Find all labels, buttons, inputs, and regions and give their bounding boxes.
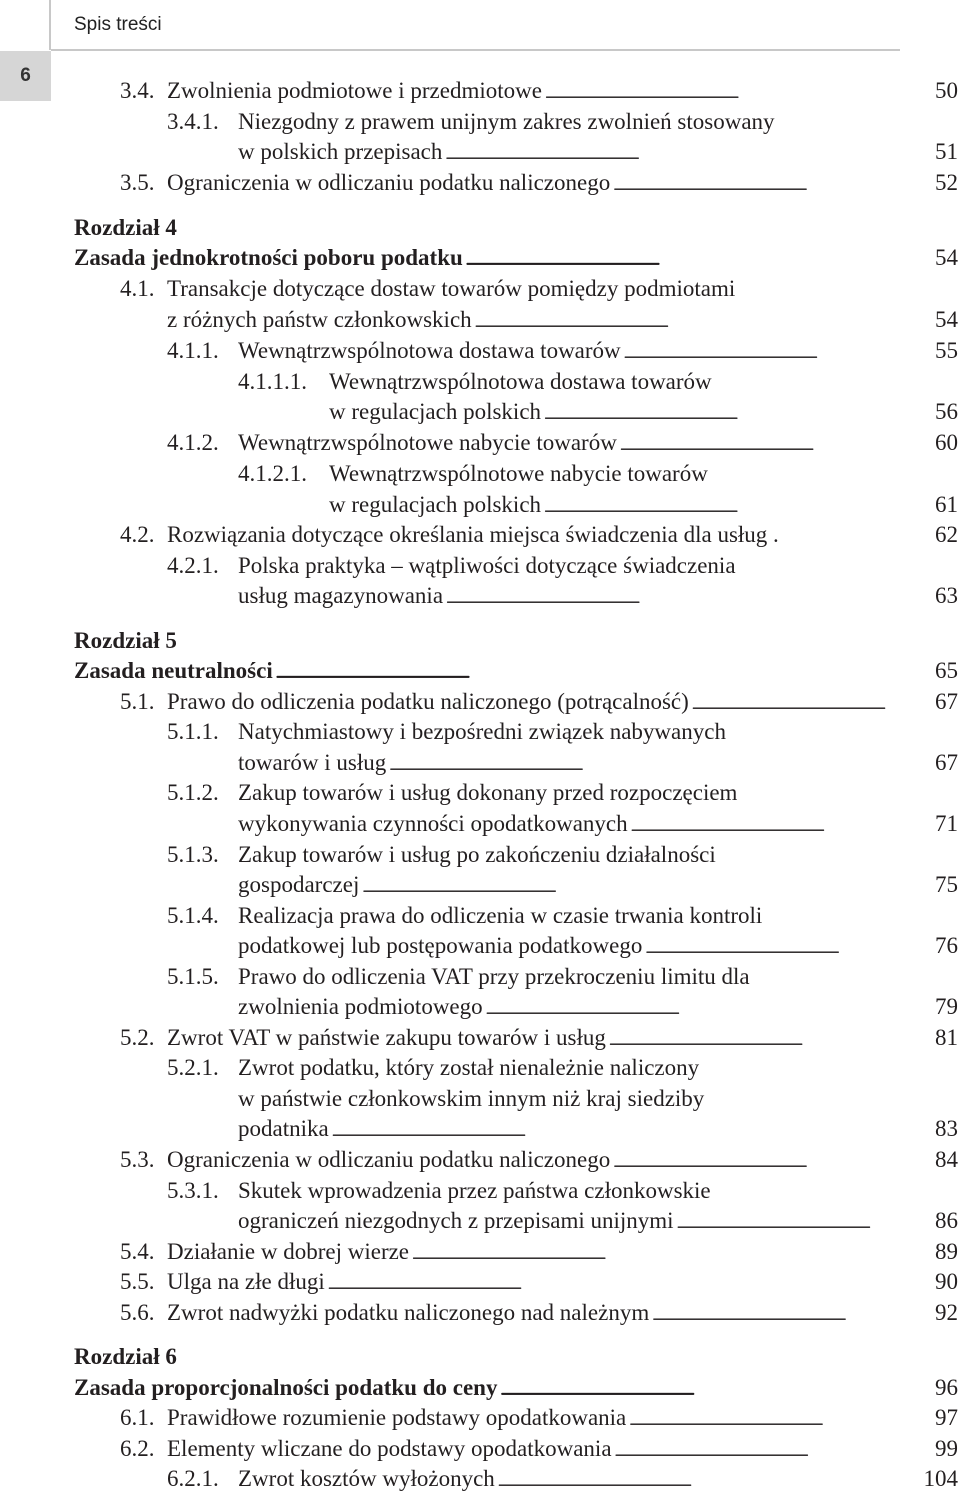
page-reference: 96 bbox=[935, 1375, 958, 1400]
entry-title: Wewnątrzwspólnotowe nabycie towarów bbox=[238, 430, 617, 455]
chapter-heading bbox=[74, 1373, 910, 1403]
entry-title: Skutek wprowadzenia przez państwa członkowskie bbox=[238, 1178, 711, 1203]
section-number: 5.1.4. bbox=[167, 903, 219, 928]
page-reference: 54 bbox=[935, 307, 958, 332]
section-number: 5.1.1. bbox=[167, 719, 219, 744]
page-reference: 75 bbox=[935, 872, 958, 897]
entry-title: Wewnątrzwspólnotowa dostawa towarów bbox=[238, 338, 621, 363]
toc-entry bbox=[167, 717, 910, 747]
toc-entry bbox=[238, 870, 910, 900]
dot-leader bbox=[609, 1023, 910, 1057]
toc-entry bbox=[120, 1298, 910, 1328]
chapter-heading bbox=[74, 656, 910, 686]
dot-leader bbox=[412, 1237, 910, 1271]
section-number: 4.1.1. bbox=[167, 338, 219, 363]
toc-entry bbox=[329, 490, 910, 520]
toc-entry bbox=[167, 901, 910, 931]
entry-title: Elementy wliczane do podstawy opodatkowania bbox=[167, 1436, 612, 1461]
chapter-title: Zasada proporcjonalności podatku do ceny bbox=[74, 1375, 498, 1400]
page-reference: 104 bbox=[923, 1466, 958, 1491]
page-reference: 61 bbox=[935, 492, 958, 517]
page-reference: 79 bbox=[935, 994, 958, 1019]
section-number: 5.3. bbox=[120, 1147, 155, 1172]
entry-title: Natychmiastowy i bezpośredni związek nabywanych bbox=[238, 719, 726, 744]
dot-leader bbox=[620, 428, 910, 462]
dot-leader bbox=[466, 243, 910, 277]
entry-title: Niezgodny z prawem unijnym zakres zwolnień stosowany bbox=[238, 109, 775, 134]
toc-entry bbox=[120, 1023, 910, 1053]
entry-title: Ograniczenia w odliczaniu podatku naliczonego bbox=[167, 1147, 611, 1172]
dot-leader bbox=[544, 397, 910, 431]
page-reference: 90 bbox=[935, 1269, 958, 1294]
section-number: 5.4. bbox=[120, 1239, 155, 1264]
dot-leader bbox=[652, 1298, 910, 1332]
entry-title: podatkowej lub postępowania podatkowego bbox=[238, 933, 643, 958]
page-reference: 89 bbox=[935, 1239, 958, 1264]
section-number: 5.1.2. bbox=[167, 780, 219, 805]
entry-title: Prawidłowe rozumienie podstawy opodatkowania bbox=[167, 1405, 627, 1430]
entry-title: Zakup towarów i usług po zakończeniu działalności bbox=[238, 842, 716, 867]
entry-title: towarów i usług bbox=[238, 750, 387, 775]
page-reference: 60 bbox=[935, 430, 958, 455]
section-number: 3.4. bbox=[120, 78, 155, 103]
toc-entry bbox=[120, 687, 910, 717]
dot-leader bbox=[613, 1145, 910, 1179]
entry-title: w regulacjach polskich bbox=[329, 492, 542, 517]
page-reference: 86 bbox=[935, 1208, 958, 1233]
toc-entry bbox=[238, 992, 910, 1022]
entry-title: Zwrot podatku, który został nienależnie naliczony bbox=[238, 1055, 700, 1080]
section-number: 5.6. bbox=[120, 1300, 155, 1325]
chapter-heading bbox=[74, 213, 910, 243]
page-reference: 76 bbox=[935, 933, 958, 958]
toc-entry bbox=[238, 459, 910, 489]
toc-entry bbox=[167, 962, 910, 992]
page-reference: 62 bbox=[935, 522, 958, 547]
entry-title: Zwrot kosztów wyłożonych bbox=[238, 1466, 495, 1491]
page-reference: 83 bbox=[935, 1116, 958, 1141]
dot-leader bbox=[645, 931, 910, 965]
toc-entry bbox=[167, 107, 910, 137]
chapter-title: Rozdział 6 bbox=[74, 1344, 177, 1369]
chapter-title: Zasada jednokrotności poboru podatku bbox=[74, 245, 463, 270]
dot-leader bbox=[362, 870, 910, 904]
chapter-heading bbox=[74, 626, 910, 656]
page-reference: 99 bbox=[935, 1436, 958, 1461]
page-reference: 51 bbox=[935, 139, 958, 164]
page-reference: 92 bbox=[935, 1300, 958, 1325]
section-number: 4.2. bbox=[120, 522, 155, 547]
page-reference: 65 bbox=[935, 658, 958, 683]
toc-entry bbox=[238, 809, 910, 839]
entry-title: Wewnątrzwspólnotowa dostawa towarów bbox=[329, 369, 712, 394]
chapter-heading bbox=[74, 243, 910, 273]
page-reference: 52 bbox=[935, 170, 958, 195]
toc-entry bbox=[120, 168, 910, 198]
toc-entry bbox=[120, 1237, 910, 1267]
entry-title: Prawo do odliczenia podatku naliczonego (potrącalność) bbox=[167, 689, 689, 714]
entry-title: usług magazynowania bbox=[238, 583, 444, 608]
toc-entry bbox=[167, 428, 910, 458]
dot-leader bbox=[389, 748, 910, 782]
chapter-title: Rozdział 4 bbox=[74, 215, 177, 240]
chapter-heading bbox=[74, 1342, 910, 1372]
section-number: 6.1. bbox=[120, 1405, 155, 1430]
chapter-title: Zasada neutralności bbox=[74, 658, 273, 683]
dot-leader bbox=[631, 809, 910, 843]
dot-leader bbox=[624, 336, 910, 370]
toc-entry bbox=[167, 840, 910, 870]
entry-title: Zwrot nadwyżki podatku naliczonego nad należnym bbox=[167, 1300, 650, 1325]
section-number: 5.2. bbox=[120, 1025, 155, 1050]
toc-entry bbox=[238, 1114, 910, 1144]
entry-title: wykonywania czynności opodatkowanych bbox=[238, 811, 628, 836]
toc-entry bbox=[120, 1403, 910, 1433]
dot-leader bbox=[276, 656, 910, 690]
section-number: 3.4.1. bbox=[167, 109, 219, 134]
dot-leader bbox=[498, 1464, 910, 1498]
dot-leader bbox=[486, 992, 910, 1026]
page-reference: 50 bbox=[935, 78, 958, 103]
section-number: 5.5. bbox=[120, 1269, 155, 1294]
section-number: 4.1.1.1. bbox=[238, 369, 307, 394]
page-reference: 97 bbox=[935, 1405, 958, 1430]
dot-leader bbox=[446, 581, 910, 615]
dot-leader bbox=[328, 1267, 910, 1301]
dot-leader bbox=[615, 1434, 910, 1468]
entry-title: podatnika bbox=[238, 1116, 329, 1141]
entry-title: zwolnienia podmiotowego bbox=[238, 994, 483, 1019]
page-reference: 81 bbox=[935, 1025, 958, 1050]
entry-title: Zwolnienia podmiotowe i przedmiotowe bbox=[167, 78, 542, 103]
toc-entry bbox=[120, 1434, 910, 1464]
entry-title: Prawo do odliczenia VAT przy przekroczeniu limitu dla bbox=[238, 964, 750, 989]
page-number-tab: 6 bbox=[0, 51, 51, 101]
section-number: 4.1.2. bbox=[167, 430, 219, 455]
dot-leader bbox=[544, 490, 910, 524]
entry-title: Transakcje dotyczące dostaw towarów pomiędzy podmiotami bbox=[167, 276, 736, 301]
page-reference: 56 bbox=[935, 399, 958, 424]
toc-entry bbox=[120, 76, 910, 106]
dot-leader bbox=[500, 1373, 910, 1407]
dot-leader bbox=[692, 687, 910, 721]
toc-entry bbox=[167, 1053, 910, 1083]
entry-title: Rozwiązania dotyczące określania miejsca świadczenia dla usług . bbox=[167, 522, 779, 547]
page-reference: 55 bbox=[935, 338, 958, 363]
page-reference: 54 bbox=[935, 245, 958, 270]
entry-title: ograniczeń niezgodnych z przepisami unijnymi bbox=[238, 1208, 674, 1233]
page-reference: 63 bbox=[935, 583, 958, 608]
section-number: 5.1. bbox=[120, 689, 155, 714]
dot-leader bbox=[629, 1403, 910, 1437]
toc-entry bbox=[167, 778, 910, 808]
dot-leader bbox=[613, 168, 910, 202]
entry-title: Realizacja prawa do odliczenia w czasie trwania kontroli bbox=[238, 903, 763, 928]
toc-entry bbox=[238, 1084, 910, 1114]
section-number: 4.1. bbox=[120, 276, 155, 301]
dot-leader bbox=[677, 1206, 910, 1240]
section-number: 5.3.1. bbox=[167, 1178, 219, 1203]
entry-title: Wewnątrzwspólnotowe nabycie towarów bbox=[329, 461, 708, 486]
toc-entry bbox=[329, 397, 910, 427]
page-reference: 67 bbox=[935, 689, 958, 714]
dot-leader bbox=[475, 305, 910, 339]
toc-entry bbox=[120, 520, 910, 550]
section-number: 4.2.1. bbox=[167, 553, 219, 578]
running-header-title: Spis treści bbox=[74, 14, 162, 35]
dot-leader bbox=[332, 1114, 910, 1148]
dot-leader bbox=[445, 137, 910, 171]
toc-entry bbox=[167, 305, 910, 335]
entry-title: Ulga na złe długi bbox=[167, 1269, 325, 1294]
toc-entry bbox=[167, 1464, 910, 1494]
entry-title: Zakup towarów i usług dokonany przed rozpoczęciem bbox=[238, 780, 738, 805]
entry-title: Ograniczenia w odliczaniu podatku naliczonego bbox=[167, 170, 611, 195]
section-number: 5.1.3. bbox=[167, 842, 219, 867]
toc-entry bbox=[238, 931, 910, 961]
toc-entry bbox=[167, 336, 910, 366]
entry-title: gospodarczej bbox=[238, 872, 360, 897]
section-number: 3.5. bbox=[120, 170, 155, 195]
chapter-title: Rozdział 5 bbox=[74, 628, 177, 653]
toc-entry bbox=[238, 367, 910, 397]
entry-title: z różnych państw członkowskich bbox=[167, 307, 472, 332]
toc-entry bbox=[167, 551, 910, 581]
section-number: 5.1.5. bbox=[167, 964, 219, 989]
entry-title: Działanie w dobrej wierze bbox=[167, 1239, 410, 1264]
toc-entry bbox=[120, 1267, 910, 1297]
entry-title: w państwie członkowskim innym niż kraj siedziby bbox=[238, 1086, 705, 1111]
section-number: 6.2. bbox=[120, 1436, 155, 1461]
toc-entry bbox=[120, 274, 910, 304]
page-reference: 71 bbox=[935, 811, 958, 836]
toc-entry bbox=[238, 137, 910, 167]
toc-entry bbox=[120, 1145, 910, 1175]
entry-title: w polskich przepisach bbox=[238, 139, 443, 164]
toc-entry bbox=[238, 748, 910, 778]
entry-title: Zwrot VAT w państwie zakupu towarów i usług bbox=[167, 1025, 606, 1050]
section-number: 5.2.1. bbox=[167, 1055, 219, 1080]
section-number: 4.1.2.1. bbox=[238, 461, 307, 486]
page-reference: 67 bbox=[935, 750, 958, 775]
dot-leader bbox=[545, 76, 910, 110]
toc-entry bbox=[238, 1206, 910, 1236]
toc-entry bbox=[167, 1176, 910, 1206]
entry-title: Polska praktyka – wątpliwości dotyczące świadczenia bbox=[238, 553, 736, 578]
page-reference: 84 bbox=[935, 1147, 958, 1172]
toc-entry bbox=[238, 581, 910, 611]
section-number: 6.2.1. bbox=[167, 1466, 219, 1491]
entry-title: w regulacjach polskich bbox=[329, 399, 542, 424]
